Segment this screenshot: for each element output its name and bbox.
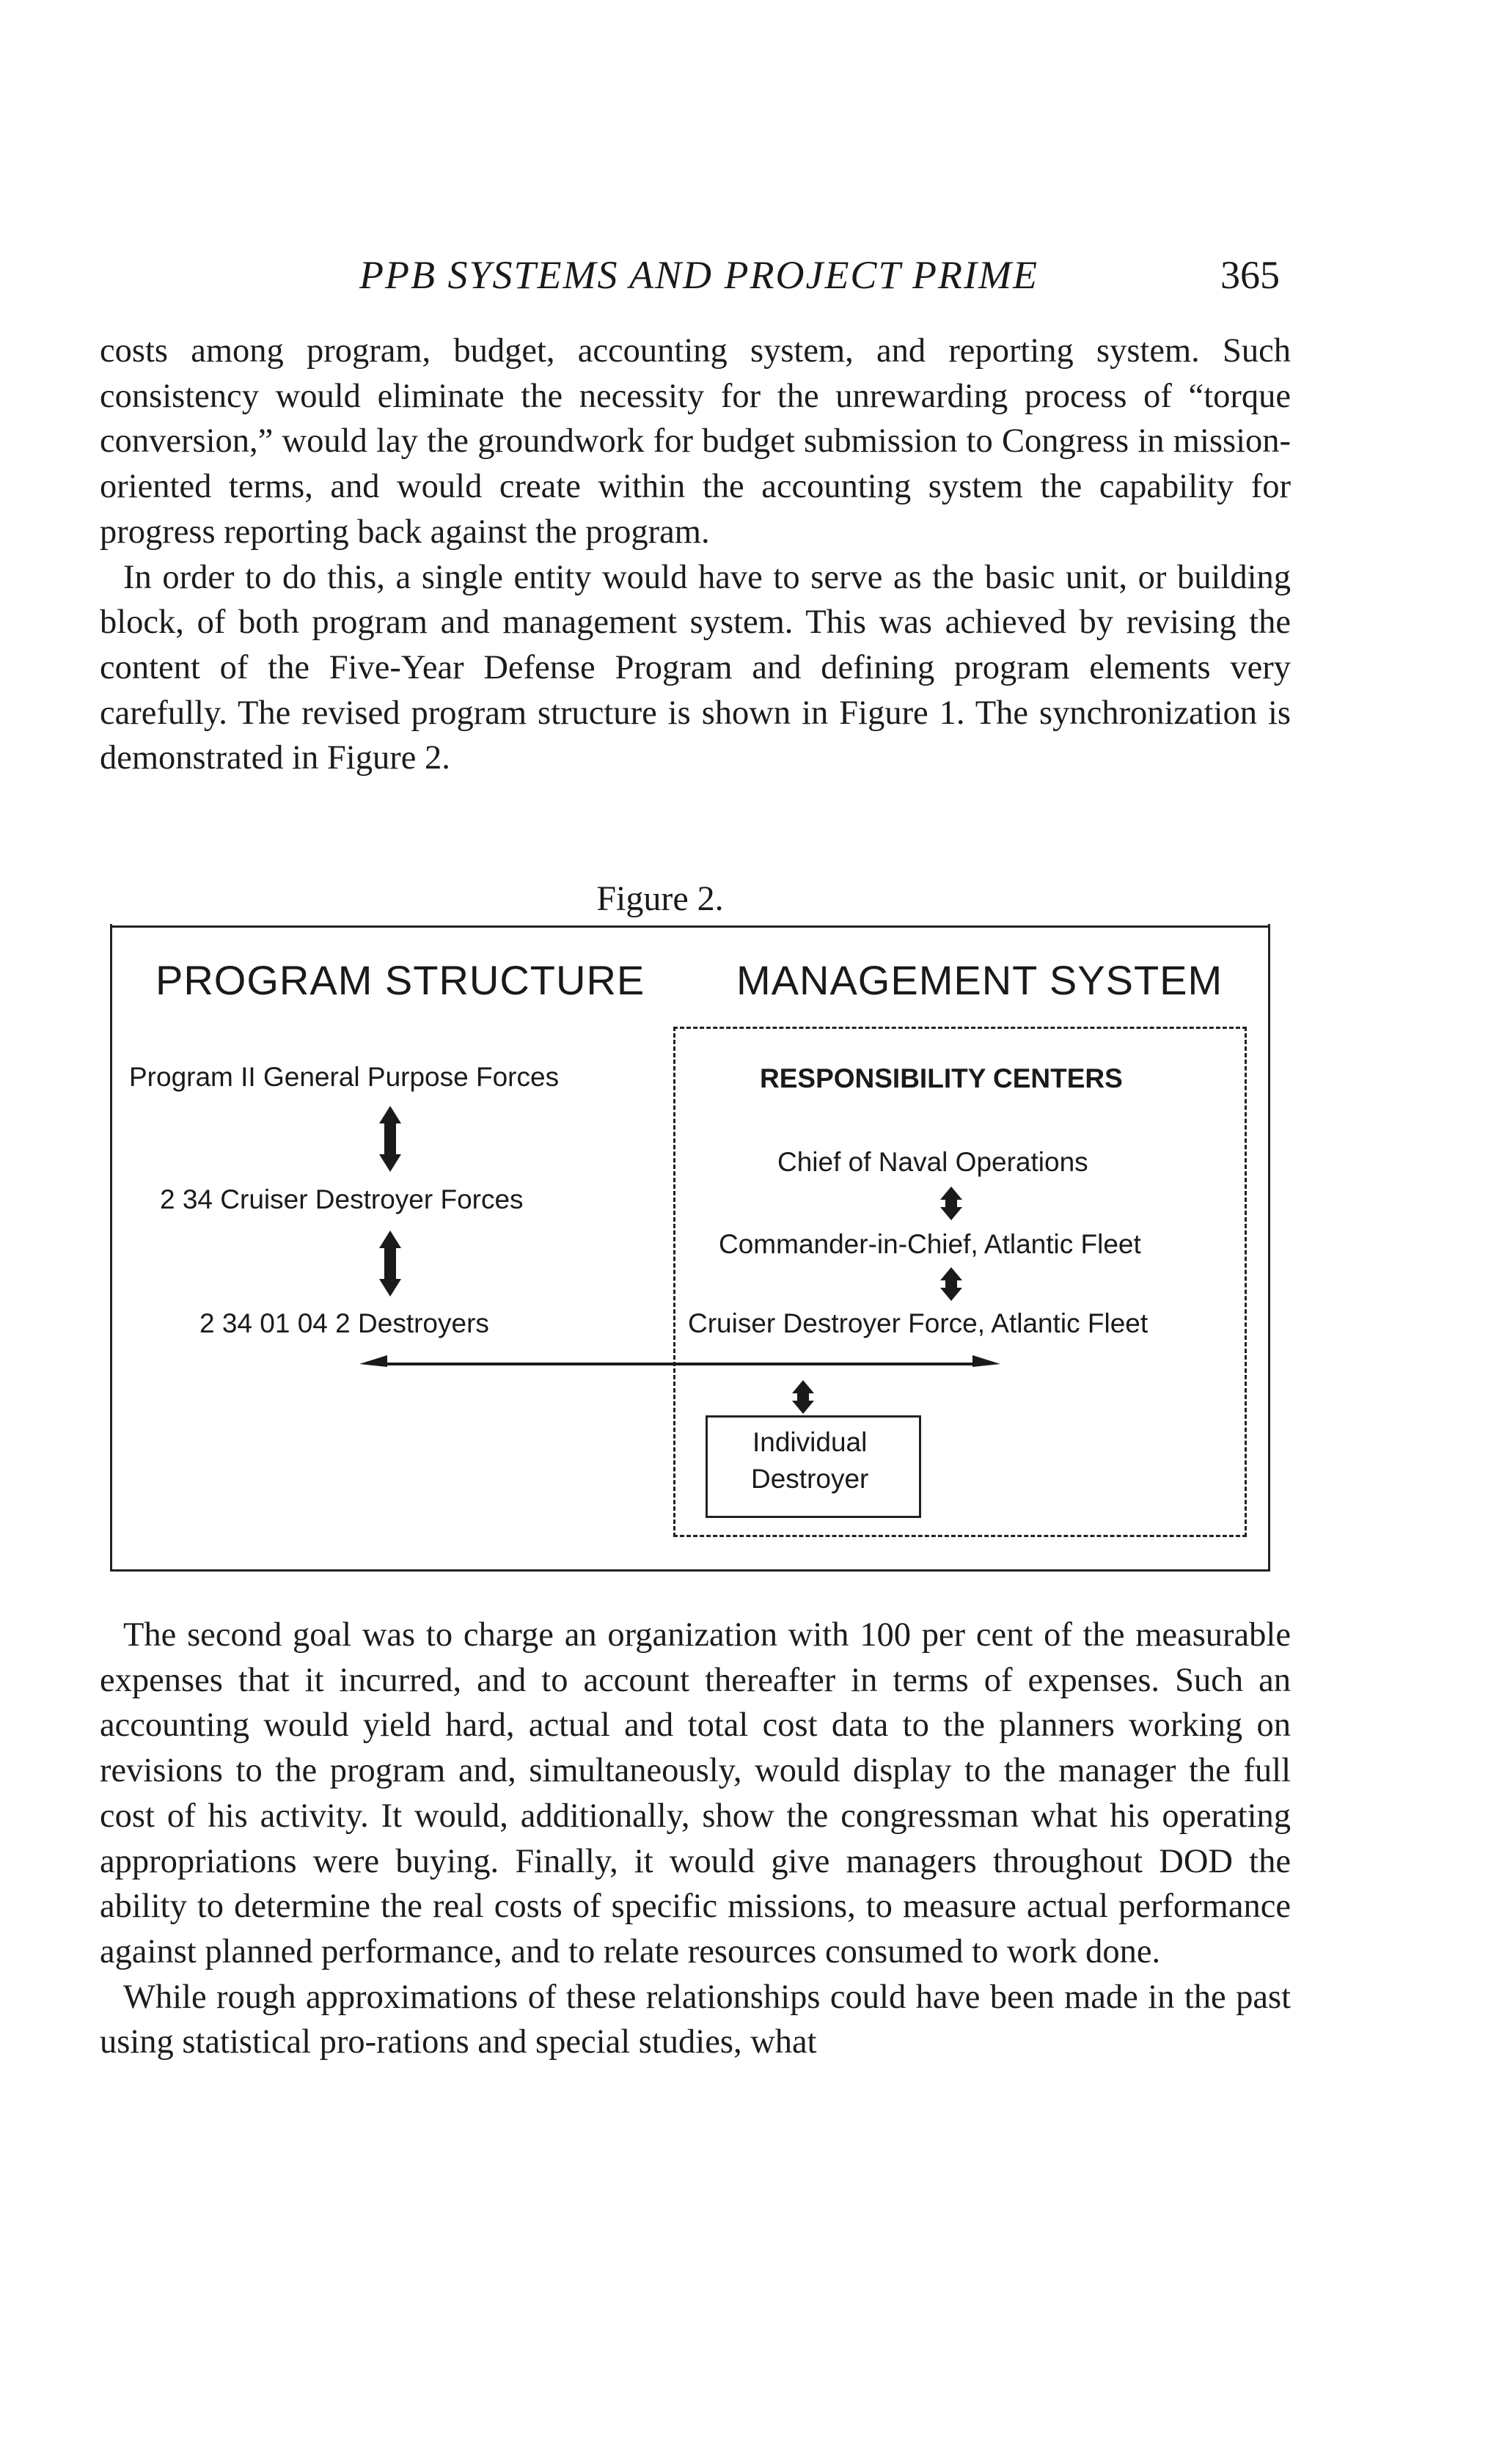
body-text-top bbox=[100, 329, 1291, 781]
running-title: PPB SYSTEMS AND PROJECT PRIME bbox=[359, 253, 1038, 297]
page-number: 365 bbox=[1220, 253, 1280, 297]
double-arrow-icon bbox=[377, 1106, 403, 1172]
responsibility-item-3: Cruiser Destroyer Force, Atlantic Fleet bbox=[688, 1308, 1149, 1338]
double-arrow-icon bbox=[940, 1267, 962, 1301]
body-text-bottom bbox=[100, 1613, 1291, 2065]
program-item-1: Program II General Purpose Forces bbox=[129, 1062, 560, 1092]
paragraph-1: costs among program, budget, accounting system, and reporting system. Such consistency would eliminate the necessity for the unrewarding process of “torque conversion,” would lay the groundwork for budget submission to Congress in mission-oriented terms, and would create within the accounting system the capability for progress reporting back against the program. bbox=[100, 332, 1291, 551]
program-item-2: 2 34 Cruiser Destroyer Forces bbox=[160, 1184, 524, 1214]
responsibility-centers-header: RESPONSIBILITY CENTERS bbox=[760, 1063, 1123, 1093]
double-arrow-icon bbox=[377, 1231, 403, 1297]
program-structure-title: PROGRAM STRUCTURE bbox=[155, 957, 645, 1003]
link-line-double-arrow-icon bbox=[359, 1348, 1000, 1370]
management-system-title: MANAGEMENT SYSTEM bbox=[736, 957, 1223, 1003]
responsibility-item-2: Commander-in-Chief, Atlantic Fleet bbox=[719, 1229, 1141, 1259]
individual-destroyer-line-1: Individual bbox=[752, 1427, 868, 1457]
double-arrow-icon bbox=[940, 1187, 962, 1220]
figure-caption: Figure 2. bbox=[596, 879, 724, 918]
double-arrow-icon bbox=[792, 1380, 814, 1414]
paragraph-2: In order to do this, a single entity would have to serve as the basic unit, or building block, of both program and management system. This was achieved by revising the content of the Five-Year Defense Program and defining program elements very carefully. The revised program structure is shown in Figure 1. The synchronization is demonstrated in Figure 2. bbox=[100, 558, 1291, 777]
individual-destroyer-line-2: Destroyer bbox=[751, 1464, 869, 1494]
paragraph-3: The second goal was to charge an organization with 100 per cent of the measurable expenses that it incurred, and to account thereafter in terms of expenses. Such an accounting would yield hard, actual and total cost data to the planners working on revisions to the program and, simultaneously, would display to the manager the full cost of his activity. It would, additionally, show the congressman what his operating appropriations were buying. Finally, it would give managers throughout DOD the ability to determine the real costs of specific missions, to measure actual performance against planned performance, and to relate resources consumed to work done. bbox=[100, 1616, 1291, 1970]
program-item-3: 2 34 01 04 2 Destroyers bbox=[199, 1308, 489, 1338]
paragraph-4: While rough approximations of these relationships could have been made in the past using statistical pro-rations and special studies, what bbox=[100, 1978, 1291, 2061]
running-head bbox=[359, 252, 1298, 304]
responsibility-item-1: Chief of Naval Operations bbox=[777, 1147, 1088, 1177]
